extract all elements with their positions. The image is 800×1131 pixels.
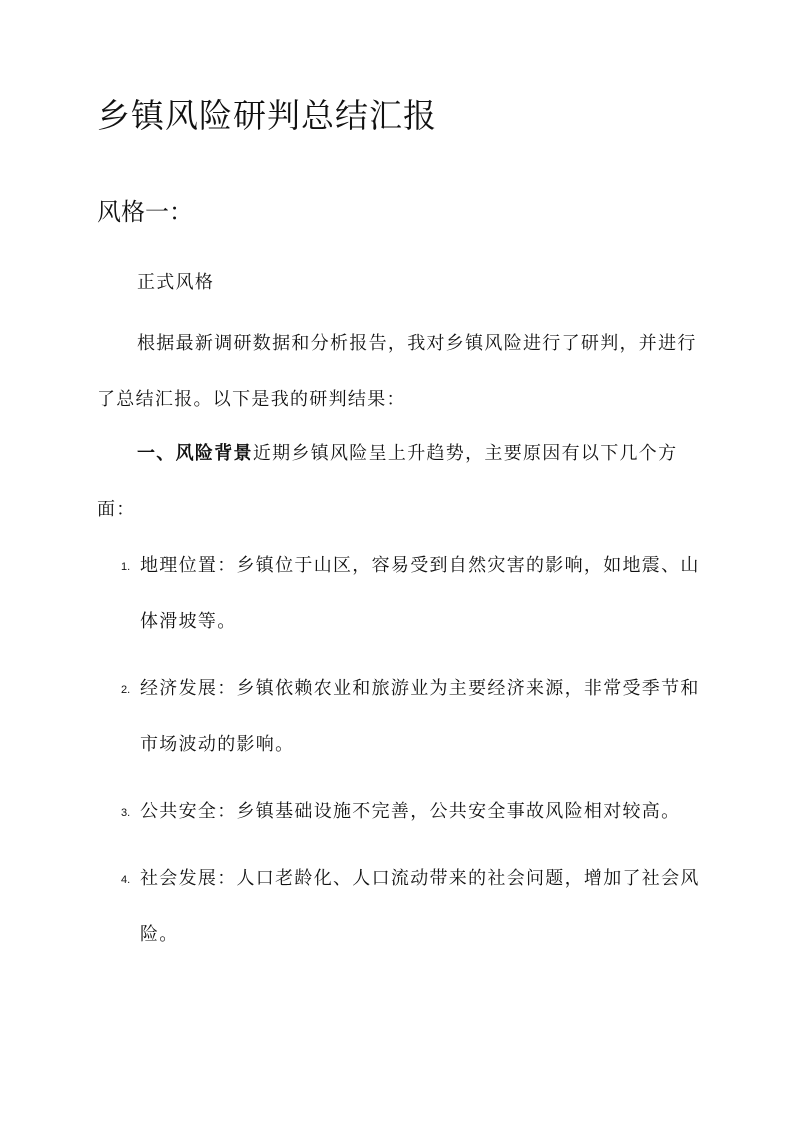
background-heading: 风险背景: [175, 443, 253, 464]
background-prefix: 一、: [137, 443, 176, 464]
list-number: 1.: [121, 561, 131, 573]
list-text: 社会发展：人口老龄化、人口流动带来的社会问题，增加了社会风险。: [140, 868, 700, 945]
section-heading: 风格一：: [97, 198, 193, 226]
list-text: 经济发展：乡镇依赖农业和旅游业为主要经济来源，非常受季节和市场波动的影响。: [140, 678, 700, 755]
list-item: [97, 538, 703, 650]
list-number: 4.: [121, 874, 131, 886]
list-item: [97, 784, 703, 840]
background-paragraph: [97, 426, 703, 538]
list-item: [97, 851, 703, 963]
list-number: 2.: [121, 684, 131, 696]
style-label: 正式风格: [137, 272, 215, 293]
factor-list: [97, 538, 703, 974]
document-title: 乡镇风险研判总结汇报: [97, 96, 437, 135]
intro-paragraph: 根据最新调研数据和分析报告，我对乡镇风险进行了研判，并进行了总结汇报。以下是我的研判结果：: [97, 333, 697, 410]
list-number: 3.: [121, 807, 131, 819]
list-text: 地理位置：乡镇位于山区，容易受到自然灾害的影响，如地震、山体滑坡等。: [140, 555, 700, 632]
background-text: 近期乡镇风险呈上升趋势，主要原因有以下几个方面：: [97, 443, 678, 520]
list-text: 公共安全：乡镇基础设施不完善，公共安全事故风险相对较高。: [140, 801, 681, 822]
list-item: [97, 661, 703, 773]
